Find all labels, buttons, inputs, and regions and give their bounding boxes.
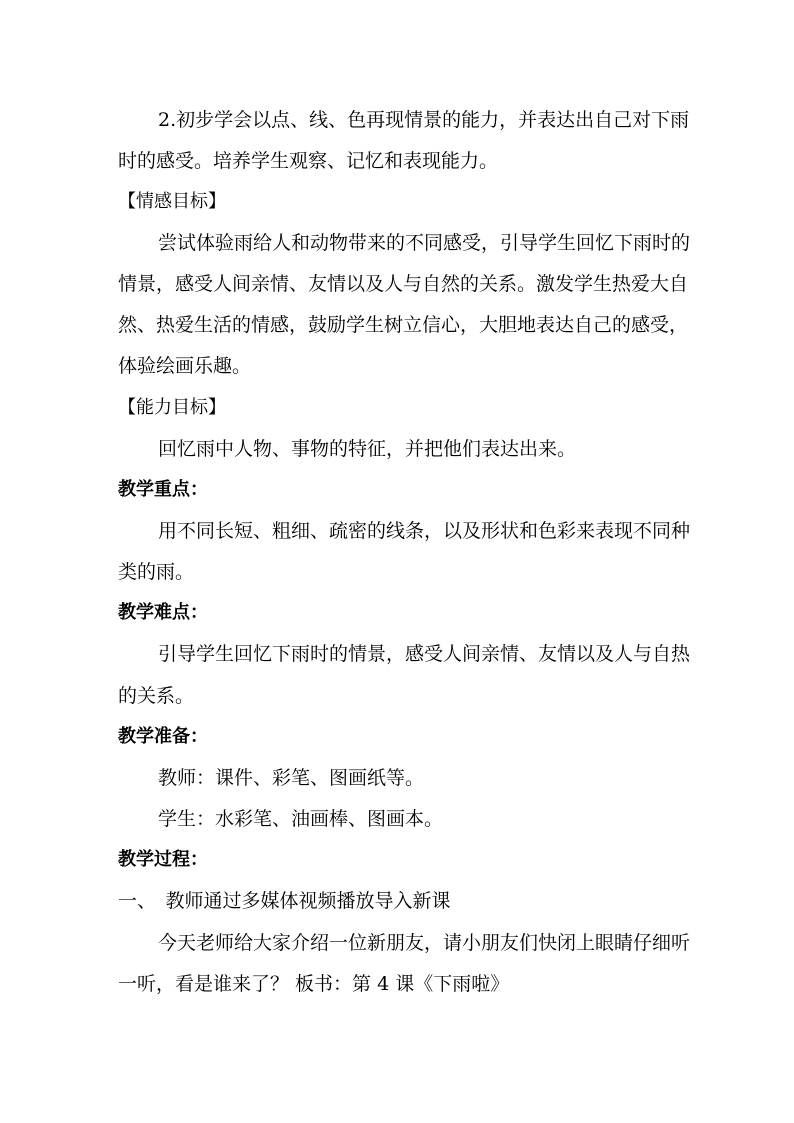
section-heading-ability-goals: 【能力目标】 — [118, 397, 226, 418]
paragraph-line: 2.初步学会以点、线、色再现情景的能力，并表达出自己对下雨 — [158, 109, 690, 131]
paragraph-line: 用不同长短、粗细、疏密的线条，以及形状和色彩来表现不同种 — [158, 520, 691, 542]
paragraph-line: 一听，看是谁来了？ 板书：第 4 课《下雨啦》 — [118, 973, 510, 995]
section-heading-difficulties: 教学难点： — [118, 602, 208, 623]
paragraph-line: 体验绘画乐趣。 — [118, 355, 252, 377]
paragraph-line: 类的雨。 — [118, 561, 195, 583]
paragraph-line: 然、热爱生活的情感，鼓励学生树立信心，大胆地表达自己的感受， — [118, 314, 689, 336]
paragraph-line: 今天老师给大家介绍一位新朋友，请小朋友们快闭上眼睛仔细听 — [158, 932, 691, 954]
paragraph-line: 学生：水彩笔、油画棒、图画本。 — [158, 808, 444, 830]
paragraph-line: 的关系。 — [118, 685, 195, 707]
paragraph-line: 情景，感受人间亲情、友情以及人与自然的关系。激发学生热爱大自 — [118, 273, 689, 295]
section-heading-process: 教学过程： — [118, 849, 208, 870]
paragraph-line: 回忆雨中人物、事物的特征，并把他们表达出来。 — [158, 438, 577, 460]
section-heading-preparation: 教学准备： — [118, 726, 208, 747]
section-heading-emotion-goals: 【情感目标】 — [118, 191, 226, 212]
paragraph-line: 引导学生回忆下雨时的情景，感受人间亲情、友情以及人与自热 — [158, 643, 691, 665]
paragraph-line: 时的感受。培养学生观察、记忆和表现能力。 — [118, 150, 499, 172]
paragraph-line: 教师：课件、彩笔、图画纸等。 — [158, 767, 425, 789]
paragraph-line: 尝试体验雨给人和动物带来的不同感受，引导学生回忆下雨时的 — [158, 232, 691, 254]
section-heading-key-points: 教学重点： — [118, 479, 208, 500]
list-item-step-1: 一、 教师通过多媒体视频播放导入新课 — [118, 890, 451, 912]
